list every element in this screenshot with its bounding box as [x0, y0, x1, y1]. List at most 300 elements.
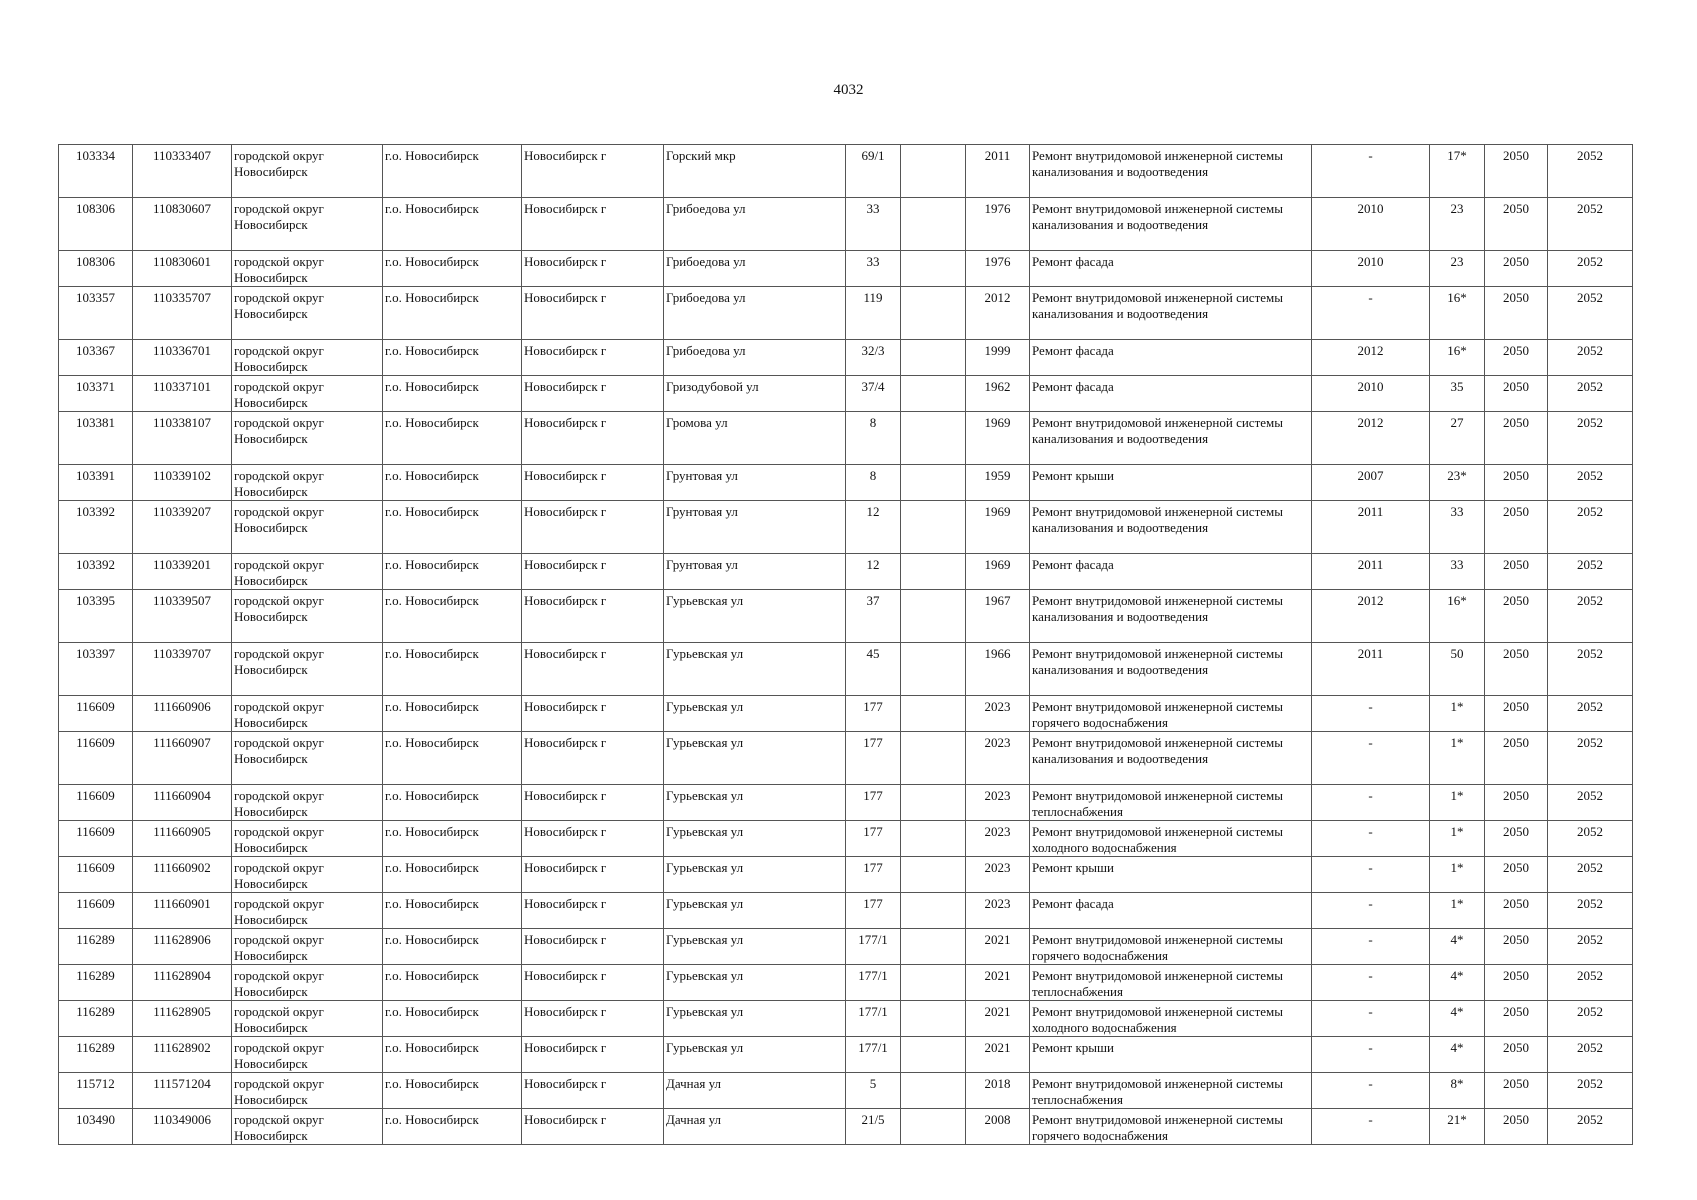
municipal-district-cell: г.о. Новосибирск — [383, 732, 522, 785]
settlement-cell: Новосибирск г — [522, 465, 664, 501]
object-id-cell: 111660901 — [133, 893, 232, 929]
municipality-cell: городской округ Новосибирск — [232, 145, 383, 198]
object-id-cell: 110336701 — [133, 340, 232, 376]
municipality-cell: городской округ Новосибирск — [232, 857, 383, 893]
plan-start-cell: 2050 — [1485, 198, 1548, 251]
street-cell: Гурьевская ул — [664, 785, 846, 821]
object-id-cell: 110830601 — [133, 251, 232, 287]
municipal-district-cell: г.о. Новосибирск — [383, 821, 522, 857]
table-row — [59, 785, 1633, 821]
municipal-district-cell: г.о. Новосибирск — [383, 857, 522, 893]
municipality-cell: городской округ Новосибирск — [232, 340, 383, 376]
plan-end-cell: 2052 — [1548, 1109, 1633, 1145]
street-cell: Грунтовая ул — [664, 501, 846, 554]
account-id-cell: 103395 — [59, 590, 133, 643]
repair-type-cell: Ремонт внутридомовой инженерной системы канализования и водоотведения — [1030, 287, 1312, 340]
street-cell: Гурьевская ул — [664, 929, 846, 965]
plan-end-cell: 2052 — [1548, 643, 1633, 696]
municipal-district-cell: г.о. Новосибирск — [383, 465, 522, 501]
house-number-cell: 8 — [846, 412, 901, 465]
municipal-district-cell: г.о. Новосибирск — [383, 893, 522, 929]
plan-end-cell: 2052 — [1548, 732, 1633, 785]
wear-percent-cell: 16* — [1430, 340, 1485, 376]
building-cell — [901, 145, 966, 198]
table-row — [59, 1109, 1633, 1145]
house-number-cell: 21/5 — [846, 1109, 901, 1145]
plan-end-cell: 2052 — [1548, 1001, 1633, 1037]
street-cell: Грибоедова ул — [664, 198, 846, 251]
account-id-cell: 103371 — [59, 376, 133, 412]
last-repair-year-cell: - — [1312, 1073, 1430, 1109]
plan-start-cell: 2050 — [1485, 287, 1548, 340]
municipality-cell: городской округ Новосибирск — [232, 643, 383, 696]
plan-start-cell: 2050 — [1485, 696, 1548, 732]
last-repair-year-cell: - — [1312, 696, 1430, 732]
plan-start-cell: 2050 — [1485, 465, 1548, 501]
last-repair-year-cell: 2010 — [1312, 251, 1430, 287]
plan-end-cell: 2052 — [1548, 198, 1633, 251]
year-built-cell: 2023 — [966, 785, 1030, 821]
settlement-cell: Новосибирск г — [522, 287, 664, 340]
repair-type-cell: Ремонт внутридомовой инженерной системы холодного водоснабжения — [1030, 821, 1312, 857]
plan-start-cell: 2050 — [1485, 929, 1548, 965]
table-row — [59, 287, 1633, 340]
building-cell — [901, 554, 966, 590]
plan-start-cell: 2050 — [1485, 501, 1548, 554]
year-built-cell: 1976 — [966, 251, 1030, 287]
plan-start-cell: 2050 — [1485, 893, 1548, 929]
street-cell: Грибоедова ул — [664, 340, 846, 376]
year-built-cell: 1969 — [966, 501, 1030, 554]
year-built-cell: 1967 — [966, 590, 1030, 643]
object-id-cell: 110349006 — [133, 1109, 232, 1145]
plan-end-cell: 2052 — [1548, 590, 1633, 643]
street-cell: Дачная ул — [664, 1073, 846, 1109]
account-id-cell: 108306 — [59, 198, 133, 251]
year-built-cell: 2023 — [966, 821, 1030, 857]
table-row — [59, 893, 1633, 929]
building-cell — [901, 412, 966, 465]
plan-end-cell: 2052 — [1548, 340, 1633, 376]
building-cell — [901, 857, 966, 893]
municipal-district-cell: г.о. Новосибирск — [383, 501, 522, 554]
table-row — [59, 1037, 1633, 1073]
account-id-cell: 116609 — [59, 785, 133, 821]
last-repair-year-cell: 2012 — [1312, 412, 1430, 465]
building-cell — [901, 590, 966, 643]
settlement-cell: Новосибирск г — [522, 1109, 664, 1145]
municipal-district-cell: г.о. Новосибирск — [383, 929, 522, 965]
municipal-district-cell: г.о. Новосибирск — [383, 1073, 522, 1109]
plan-end-cell: 2052 — [1548, 929, 1633, 965]
object-id-cell: 110338107 — [133, 412, 232, 465]
building-cell — [901, 732, 966, 785]
object-id-cell: 111660907 — [133, 732, 232, 785]
municipality-cell: городской округ Новосибирск — [232, 893, 383, 929]
repair-type-cell: Ремонт внутридомовой инженерной системы канализования и водоотведения — [1030, 732, 1312, 785]
house-number-cell: 33 — [846, 198, 901, 251]
last-repair-year-cell: 2010 — [1312, 198, 1430, 251]
last-repair-year-cell: - — [1312, 1001, 1430, 1037]
year-built-cell: 2021 — [966, 1001, 1030, 1037]
plan-end-cell: 2052 — [1548, 465, 1633, 501]
object-id-cell: 110339201 — [133, 554, 232, 590]
building-cell — [901, 929, 966, 965]
municipal-district-cell: г.о. Новосибирск — [383, 145, 522, 198]
last-repair-year-cell: - — [1312, 893, 1430, 929]
year-built-cell: 1959 — [966, 465, 1030, 501]
plan-start-cell: 2050 — [1485, 554, 1548, 590]
account-id-cell: 115712 — [59, 1073, 133, 1109]
year-built-cell: 1969 — [966, 554, 1030, 590]
object-id-cell: 110830607 — [133, 198, 232, 251]
municipal-district-cell: г.о. Новосибирск — [383, 251, 522, 287]
house-number-cell: 12 — [846, 554, 901, 590]
house-number-cell: 177/1 — [846, 965, 901, 1001]
municipality-cell: городской округ Новосибирск — [232, 198, 383, 251]
building-cell — [901, 198, 966, 251]
plan-start-cell: 2050 — [1485, 1109, 1548, 1145]
settlement-cell: Новосибирск г — [522, 1037, 664, 1073]
table-row — [59, 145, 1633, 198]
municipal-district-cell: г.о. Новосибирск — [383, 376, 522, 412]
house-number-cell: 32/3 — [846, 340, 901, 376]
building-cell — [901, 1037, 966, 1073]
municipality-cell: городской округ Новосибирск — [232, 251, 383, 287]
wear-percent-cell: 4* — [1430, 965, 1485, 1001]
wear-percent-cell: 1* — [1430, 696, 1485, 732]
table-row — [59, 821, 1633, 857]
table-row — [59, 857, 1633, 893]
repair-type-cell: Ремонт внутридомовой инженерной системы теплоснабжения — [1030, 1073, 1312, 1109]
house-number-cell: 177 — [846, 821, 901, 857]
wear-percent-cell: 17* — [1430, 145, 1485, 198]
table-row — [59, 251, 1633, 287]
object-id-cell: 110339102 — [133, 465, 232, 501]
page-number: 4032 — [833, 82, 864, 98]
last-repair-year-cell: 2011 — [1312, 554, 1430, 590]
account-id-cell: 103391 — [59, 465, 133, 501]
municipal-district-cell: г.о. Новосибирск — [383, 340, 522, 376]
wear-percent-cell: 1* — [1430, 893, 1485, 929]
street-cell: Гурьевская ул — [664, 893, 846, 929]
building-cell — [901, 376, 966, 412]
municipality-cell: городской округ Новосибирск — [232, 1109, 383, 1145]
repair-type-cell: Ремонт внутридомовой инженерной системы горячего водоснабжения — [1030, 1109, 1312, 1145]
wear-percent-cell: 27 — [1430, 412, 1485, 465]
table-row — [59, 590, 1633, 643]
object-id-cell: 110339207 — [133, 501, 232, 554]
object-id-cell: 110337101 — [133, 376, 232, 412]
street-cell: Дачная ул — [664, 1109, 846, 1145]
object-id-cell: 110333407 — [133, 145, 232, 198]
account-id-cell: 103334 — [59, 145, 133, 198]
last-repair-year-cell: 2012 — [1312, 590, 1430, 643]
house-number-cell: 5 — [846, 1073, 901, 1109]
repair-type-cell: Ремонт внутридомовой инженерной системы канализования и водоотведения — [1030, 501, 1312, 554]
table-row — [59, 501, 1633, 554]
municipality-cell: городской округ Новосибирск — [232, 821, 383, 857]
settlement-cell: Новосибирск г — [522, 501, 664, 554]
repair-type-cell: Ремонт внутридомовой инженерной системы холодного водоснабжения — [1030, 1001, 1312, 1037]
last-repair-year-cell: 2010 — [1312, 376, 1430, 412]
municipality-cell: городской округ Новосибирск — [232, 1073, 383, 1109]
municipality-cell: городской округ Новосибирск — [232, 376, 383, 412]
plan-start-cell: 2050 — [1485, 1001, 1548, 1037]
wear-percent-cell: 23 — [1430, 251, 1485, 287]
street-cell: Гурьевская ул — [664, 643, 846, 696]
repair-type-cell: Ремонт фасада — [1030, 376, 1312, 412]
account-id-cell: 116289 — [59, 965, 133, 1001]
wear-percent-cell: 33 — [1430, 501, 1485, 554]
house-number-cell: 177/1 — [846, 1037, 901, 1073]
plan-end-cell: 2052 — [1548, 857, 1633, 893]
municipality-cell: городской округ Новосибирск — [232, 501, 383, 554]
settlement-cell: Новосибирск г — [522, 340, 664, 376]
plan-start-cell: 2050 — [1485, 732, 1548, 785]
settlement-cell: Новосибирск г — [522, 857, 664, 893]
municipal-district-cell: г.о. Новосибирск — [383, 1109, 522, 1145]
municipal-district-cell: г.о. Новосибирск — [383, 412, 522, 465]
building-cell — [901, 785, 966, 821]
municipal-district-cell: г.о. Новосибирск — [383, 785, 522, 821]
house-number-cell: 33 — [846, 251, 901, 287]
municipal-district-cell: г.о. Новосибирск — [383, 1037, 522, 1073]
account-id-cell: 103381 — [59, 412, 133, 465]
account-id-cell: 103490 — [59, 1109, 133, 1145]
municipal-district-cell: г.о. Новосибирск — [383, 198, 522, 251]
repair-type-cell: Ремонт фасада — [1030, 554, 1312, 590]
wear-percent-cell: 16* — [1430, 590, 1485, 643]
street-cell: Гурьевская ул — [664, 1037, 846, 1073]
plan-start-cell: 2050 — [1485, 340, 1548, 376]
settlement-cell: Новосибирск г — [522, 893, 664, 929]
wear-percent-cell: 23* — [1430, 465, 1485, 501]
year-built-cell: 2023 — [966, 857, 1030, 893]
year-built-cell: 1969 — [966, 412, 1030, 465]
wear-percent-cell: 1* — [1430, 732, 1485, 785]
settlement-cell: Новосибирск г — [522, 929, 664, 965]
house-number-cell: 8 — [846, 465, 901, 501]
wear-percent-cell: 50 — [1430, 643, 1485, 696]
table-row — [59, 1001, 1633, 1037]
building-cell — [901, 465, 966, 501]
plan-end-cell: 2052 — [1548, 145, 1633, 198]
municipality-cell: городской округ Новосибирск — [232, 412, 383, 465]
municipality-cell: городской округ Новосибирск — [232, 785, 383, 821]
street-cell: Гризодубовой ул — [664, 376, 846, 412]
account-id-cell: 116609 — [59, 696, 133, 732]
plan-end-cell: 2052 — [1548, 1037, 1633, 1073]
repair-type-cell: Ремонт крыши — [1030, 1037, 1312, 1073]
repair-type-cell: Ремонт внутридомовой инженерной системы канализования и водоотведения — [1030, 412, 1312, 465]
municipality-cell: городской округ Новосибирск — [232, 965, 383, 1001]
object-id-cell: 110339507 — [133, 590, 232, 643]
year-built-cell: 2023 — [966, 732, 1030, 785]
last-repair-year-cell: - — [1312, 732, 1430, 785]
wear-percent-cell: 23 — [1430, 198, 1485, 251]
repair-type-cell: Ремонт внутридомовой инженерной системы канализования и водоотведения — [1030, 145, 1312, 198]
wear-percent-cell: 33 — [1430, 554, 1485, 590]
wear-percent-cell: 35 — [1430, 376, 1485, 412]
municipal-district-cell: г.о. Новосибирск — [383, 696, 522, 732]
wear-percent-cell: 16* — [1430, 287, 1485, 340]
account-id-cell: 116609 — [59, 857, 133, 893]
municipal-district-cell: г.о. Новосибирск — [383, 965, 522, 1001]
street-cell: Грибоедова ул — [664, 251, 846, 287]
repair-type-cell: Ремонт внутридомовой инженерной системы горячего водоснабжения — [1030, 696, 1312, 732]
account-id-cell: 108306 — [59, 251, 133, 287]
object-id-cell: 111628905 — [133, 1001, 232, 1037]
plan-start-cell: 2050 — [1485, 376, 1548, 412]
building-cell — [901, 893, 966, 929]
repair-type-cell: Ремонт внутридомовой инженерной системы канализования и водоотведения — [1030, 590, 1312, 643]
wear-percent-cell: 4* — [1430, 1001, 1485, 1037]
house-number-cell: 177/1 — [846, 1001, 901, 1037]
repair-type-cell: Ремонт фасада — [1030, 893, 1312, 929]
plan-end-cell: 2052 — [1548, 287, 1633, 340]
year-built-cell: 1962 — [966, 376, 1030, 412]
settlement-cell: Новосибирск г — [522, 1001, 664, 1037]
year-built-cell: 2021 — [966, 929, 1030, 965]
plan-start-cell: 2050 — [1485, 821, 1548, 857]
building-cell — [901, 643, 966, 696]
repair-type-cell: Ремонт крыши — [1030, 857, 1312, 893]
municipality-cell: городской округ Новосибирск — [232, 590, 383, 643]
table-row — [59, 732, 1633, 785]
year-built-cell: 2023 — [966, 696, 1030, 732]
table-row — [59, 554, 1633, 590]
municipality-cell: городской округ Новосибирск — [232, 696, 383, 732]
last-repair-year-cell: - — [1312, 1037, 1430, 1073]
year-built-cell: 2023 — [966, 893, 1030, 929]
plan-end-cell: 2052 — [1548, 1073, 1633, 1109]
table-row — [59, 340, 1633, 376]
settlement-cell: Новосибирск г — [522, 145, 664, 198]
plan-end-cell: 2052 — [1548, 893, 1633, 929]
settlement-cell: Новосибирск г — [522, 732, 664, 785]
house-number-cell: 177 — [846, 696, 901, 732]
last-repair-year-cell: - — [1312, 785, 1430, 821]
building-cell — [901, 1001, 966, 1037]
settlement-cell: Новосибирск г — [522, 696, 664, 732]
repair-type-cell: Ремонт внутридомовой инженерной системы горячего водоснабжения — [1030, 929, 1312, 965]
year-built-cell: 2021 — [966, 965, 1030, 1001]
year-built-cell: 1976 — [966, 198, 1030, 251]
wear-percent-cell: 8* — [1430, 1073, 1485, 1109]
settlement-cell: Новосибирск г — [522, 590, 664, 643]
account-id-cell: 116289 — [59, 1001, 133, 1037]
plan-end-cell: 2052 — [1548, 965, 1633, 1001]
table-row — [59, 198, 1633, 251]
municipal-district-cell: г.о. Новосибирск — [383, 643, 522, 696]
plan-start-cell: 2050 — [1485, 251, 1548, 287]
house-number-cell: 177 — [846, 785, 901, 821]
plan-end-cell: 2052 — [1548, 376, 1633, 412]
settlement-cell: Новосибирск г — [522, 821, 664, 857]
municipality-cell: городской округ Новосибирск — [232, 1037, 383, 1073]
year-built-cell: 2012 — [966, 287, 1030, 340]
building-cell — [901, 965, 966, 1001]
year-built-cell: 1999 — [966, 340, 1030, 376]
plan-start-cell: 2050 — [1485, 1073, 1548, 1109]
street-cell: Гурьевская ул — [664, 590, 846, 643]
street-cell: Гурьевская ул — [664, 965, 846, 1001]
building-cell — [901, 821, 966, 857]
municipality-cell: городской округ Новосибирск — [232, 929, 383, 965]
municipal-district-cell: г.о. Новосибирск — [383, 590, 522, 643]
table-row — [59, 929, 1633, 965]
settlement-cell: Новосибирск г — [522, 251, 664, 287]
last-repair-year-cell: - — [1312, 145, 1430, 198]
object-id-cell: 111660904 — [133, 785, 232, 821]
last-repair-year-cell: - — [1312, 857, 1430, 893]
settlement-cell: Новосибирск г — [522, 1073, 664, 1109]
repair-type-cell: Ремонт внутридомовой инженерной системы канализования и водоотведения — [1030, 198, 1312, 251]
plan-end-cell: 2052 — [1548, 785, 1633, 821]
table-row — [59, 643, 1633, 696]
account-id-cell: 116609 — [59, 893, 133, 929]
settlement-cell: Новосибирск г — [522, 554, 664, 590]
settlement-cell: Новосибирск г — [522, 643, 664, 696]
settlement-cell: Новосибирск г — [522, 965, 664, 1001]
house-number-cell: 177 — [846, 732, 901, 785]
repair-type-cell: Ремонт внутридомовой инженерной системы канализования и водоотведения — [1030, 643, 1312, 696]
municipal-district-cell: г.о. Новосибирск — [383, 1001, 522, 1037]
table-row — [59, 465, 1633, 501]
year-built-cell: 1966 — [966, 643, 1030, 696]
street-cell: Грунтовая ул — [664, 554, 846, 590]
municipal-district-cell: г.о. Новосибирск — [383, 287, 522, 340]
last-repair-year-cell: - — [1312, 287, 1430, 340]
building-cell — [901, 696, 966, 732]
plan-start-cell: 2050 — [1485, 965, 1548, 1001]
building-cell — [901, 340, 966, 376]
plan-end-cell: 2052 — [1548, 554, 1633, 590]
plan-start-cell: 2050 — [1485, 857, 1548, 893]
municipal-district-cell: г.о. Новосибирск — [383, 554, 522, 590]
municipality-cell: городской округ Новосибирск — [232, 1001, 383, 1037]
house-number-cell: 37/4 — [846, 376, 901, 412]
street-cell: Гурьевская ул — [664, 1001, 846, 1037]
year-built-cell: 2008 — [966, 1109, 1030, 1145]
municipality-cell: городской округ Новосибирск — [232, 554, 383, 590]
house-number-cell: 177 — [846, 893, 901, 929]
street-cell: Громова ул — [664, 412, 846, 465]
settlement-cell: Новосибирск г — [522, 198, 664, 251]
street-cell: Грибоедова ул — [664, 287, 846, 340]
object-id-cell: 111660905 — [133, 821, 232, 857]
object-id-cell: 111660902 — [133, 857, 232, 893]
account-id-cell: 116609 — [59, 821, 133, 857]
house-number-cell: 45 — [846, 643, 901, 696]
plan-end-cell: 2052 — [1548, 821, 1633, 857]
last-repair-year-cell: - — [1312, 821, 1430, 857]
plan-end-cell: 2052 — [1548, 696, 1633, 732]
building-cell — [901, 501, 966, 554]
object-id-cell: 110335707 — [133, 287, 232, 340]
object-id-cell: 111571204 — [133, 1073, 232, 1109]
repair-type-cell: Ремонт фасада — [1030, 251, 1312, 287]
municipality-cell: городской округ Новосибирск — [232, 465, 383, 501]
house-number-cell: 177 — [846, 857, 901, 893]
wear-percent-cell: 1* — [1430, 785, 1485, 821]
wear-percent-cell: 1* — [1430, 821, 1485, 857]
house-number-cell: 69/1 — [846, 145, 901, 198]
account-id-cell: 103392 — [59, 501, 133, 554]
house-number-cell: 37 — [846, 590, 901, 643]
table-row — [59, 696, 1633, 732]
